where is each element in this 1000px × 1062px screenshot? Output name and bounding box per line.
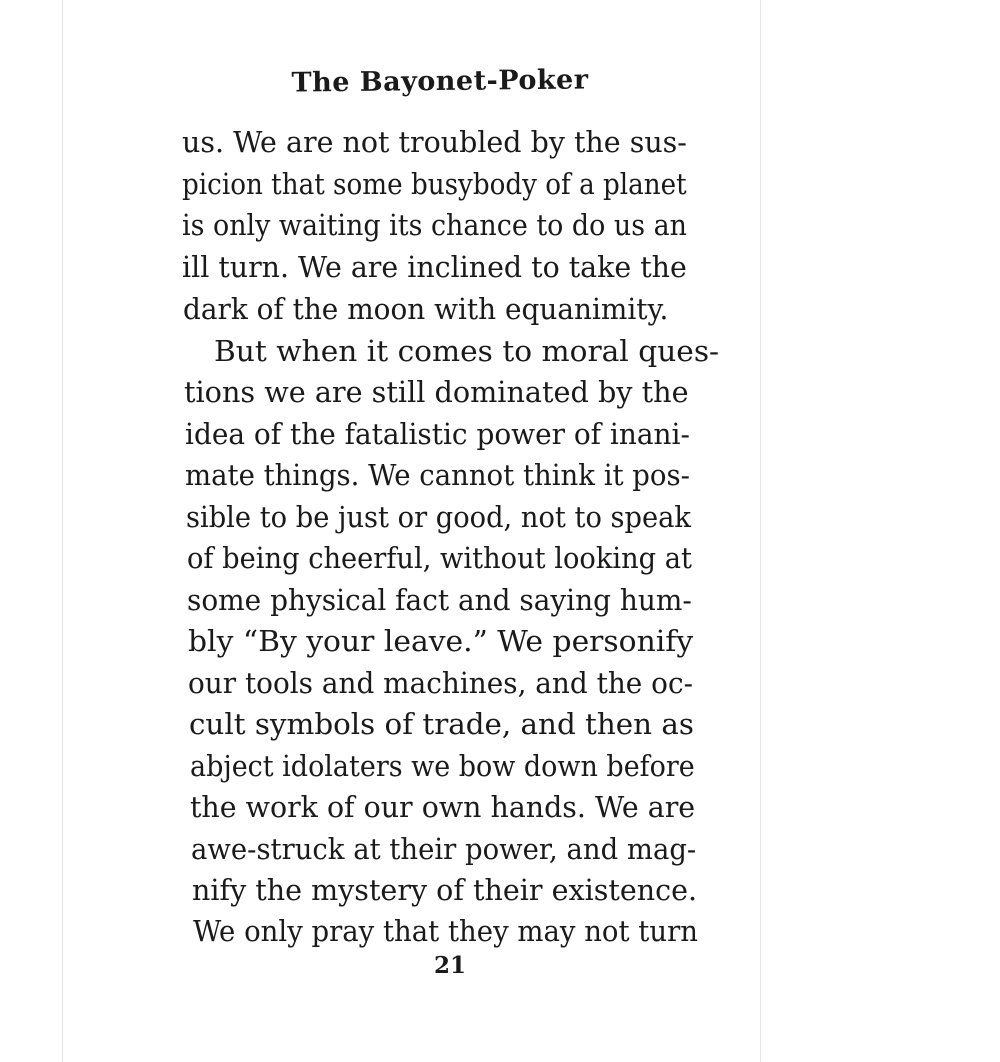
text-line: our tools and machines, and the oc- bbox=[188, 666, 694, 700]
page-edge-left bbox=[62, 0, 63, 1062]
text-line: mate things. We cannot think it pos- bbox=[185, 458, 690, 492]
text-line: cult symbols of trade, and then as bbox=[189, 707, 694, 741]
text-line: tions we are still dominated by the bbox=[184, 375, 689, 409]
page-number: 21 bbox=[433, 952, 466, 979]
text-line: awe-struck at their power, and mag- bbox=[191, 832, 697, 866]
text-line: ill turn. We are inclined to take the bbox=[182, 250, 687, 284]
text-line: us. We are not troubled by the sus- bbox=[182, 125, 687, 159]
text-line: sible to be just or good, not to speak bbox=[186, 500, 691, 534]
text-line: nify the mystery of their existence. bbox=[192, 873, 698, 907]
text-line: bly “By your leave.” We personify bbox=[188, 624, 694, 658]
text-line: of being cheerful, without looking at bbox=[187, 541, 692, 575]
text-line: We only pray that they may not turn bbox=[193, 914, 698, 948]
page-edge-right bbox=[760, 0, 761, 1062]
text-line: abject idolaters we bow down before bbox=[190, 749, 695, 783]
text-line: the work of our own hands. We are bbox=[190, 790, 696, 824]
text-line: dark of the moon with equanimity. bbox=[183, 292, 669, 326]
text-line: But when it comes to moral ques- bbox=[214, 334, 720, 368]
text-line: is only waiting its chance to do us an bbox=[182, 208, 688, 242]
text-line: some physical fact and saying hum- bbox=[187, 583, 692, 617]
text-line: picion that some busybody of a planet bbox=[182, 167, 687, 201]
running-head: The Bayonet-Poker bbox=[291, 64, 589, 99]
text-line: idea of the fatalistic power of inani- bbox=[185, 417, 690, 451]
